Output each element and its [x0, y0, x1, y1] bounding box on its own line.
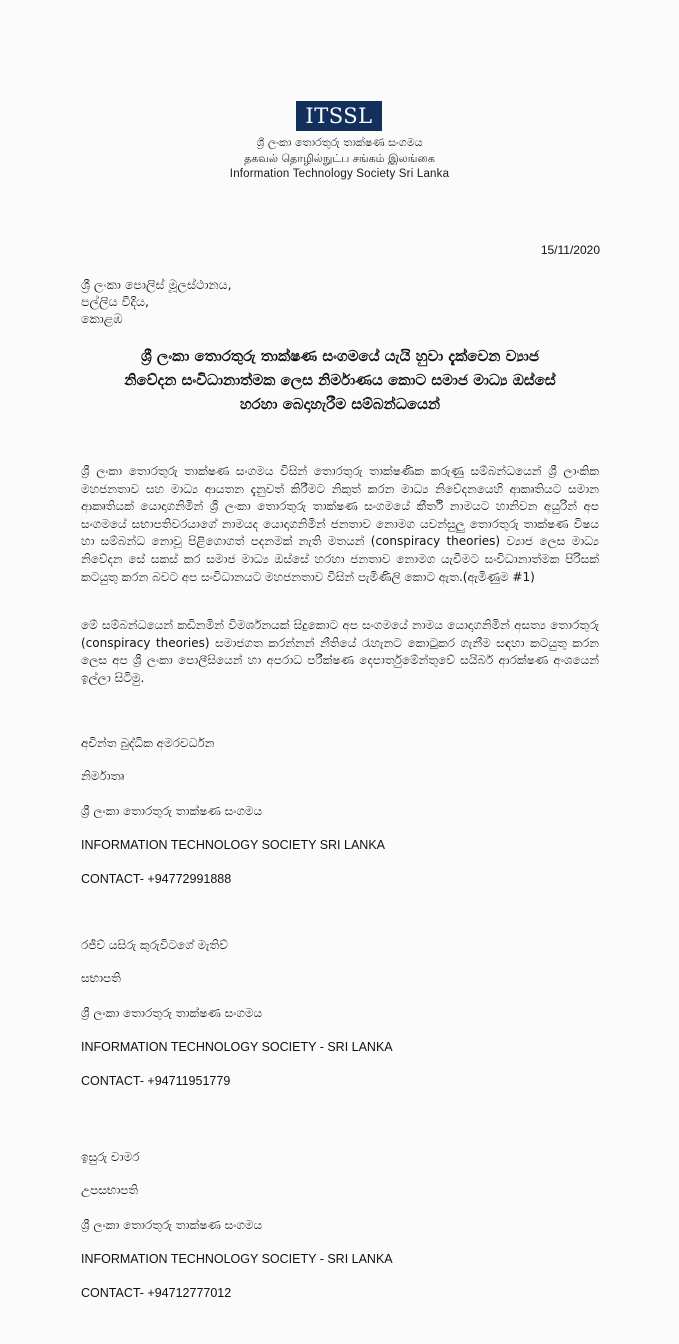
body-paragraph-2: මේ සම්බන්ධයෙන් කඩිනමින් විමර්ශනයක් සිදුකොට අප සංගමයේ නාමය යොදාගනිමින් අසත්‍ය තොරතුරු (conspiracy theories) සමාජගත කරන්නන් නීතියේ රැහැනට කොටුකර ගැනීම සඳහා කටයුතු කරන ලෙස අප ශ්‍රී ලංකා පොලීසියෙන් හා අපරාධ පරීක්ෂණ දෙපාර්තුමේන්තුවේ සයිබර් ආරක්ෂණ අංශයෙන් ඉල්ලා සිටිමු.	[81, 618, 599, 685]
signatory-title: උපසභාපති	[81, 1183, 139, 1197]
subject-line: නිවේදන සංවිධානාත්මක ලෙස නිර්මාණය කොට සමාජ මාධ්‍ය ඔස්සේ	[124, 371, 556, 389]
signatory-org-english: INFORMATION TECHNOLOGY SOCIETY SRI LANKA	[81, 838, 385, 852]
signatory-org-english: INFORMATION TECHNOLOGY SOCIETY - SRI LANKA	[81, 1040, 393, 1054]
signatory-name: අචින්ත බුද්ධික අමරවර්ධන	[81, 736, 215, 750]
signatory-contact: CONTACT- +94711951779	[81, 1074, 231, 1088]
org-name-english: Information Technology Society Sri Lanka	[229, 168, 450, 180]
address-line: පල්ලිය වීදිය,	[81, 294, 149, 309]
org-name-tamil: தகவல் தொழில்நுட்ப சங்கம் இலங்கை	[244, 152, 435, 165]
address-line: කොළඹ	[81, 311, 123, 326]
signatory-name: ඉසුරු චාමර	[81, 1150, 140, 1164]
signatory-title: සභාපති	[81, 971, 121, 985]
signatory-org-english: INFORMATION TECHNOLOGY SOCIETY - SRI LANKA	[81, 1252, 393, 1266]
signatory-name: රජීව් යසිරු කුරුවිටගේ මැතිව්	[81, 938, 228, 952]
signatory-title: නිර්මාතෘ	[81, 769, 125, 783]
recipient-address	[81, 276, 232, 327]
letter-subject	[70, 344, 610, 416]
body-paragraph-1: ශ්‍රී ලංකා තොරතුරු තාක්ෂණ සංගමය විසින් තොරතුරු තාක්ෂණික කරුණු සම්බන්ධයෙන් ශ්‍රී ලාංකික මහජනතාව සහ මාධ්‍ය ආයතන දැනුවත් කිරීමට නිකුත් කරන මාධ්‍ය නිවේදනයෙහි ආකෘතියට සමාන ආකෘතියක් යොදාගනිමින් ශ්‍රී ලංකා තොරතුරු තාක්ෂණ සංගමයේ කීර්ති නාමයට හානිවන අයුරින් අප සංගමයේ සභාපතිවරයාගේ නාමයද යොදාගනිමින් ජනතාව නොමග යවන්සුලු තොරතුරු තාක්ෂණ විෂය හා සම්බන්ධ නොවූ පිළිගොගත් පදනමක් නැති මතයන් (conspiracy theories) ව්‍යාජ ලෙස මාධ්‍ය නිවේදන සේ සකස් කර සමාජ මාධ්‍ය ඔස්සේ හරහා ජනතාව නොමග යැවීමට සංවිධානාත්මක පිරිසක් කටයුතු කරන බවට අප සංවිධානයට මහජනතාව විසින් පැමිණිලි කොට ඇත.(ඇමිණුම #1)	[81, 464, 599, 584]
org-name-sinhala: ශ්‍රී ලංකා තොරතුරු තාක්ෂණ සංගමය	[256, 136, 423, 149]
subject-line: හරහා බෙදාහැරීම සම්බන්ධයෙන්	[239, 395, 441, 413]
letter-date: 15/11/2020	[540, 243, 600, 257]
itssl-logo: ITSSL	[296, 101, 382, 131]
signatory-org-sinhala: ශ්‍රී ලංකා තොරතුරු තාක්ෂණ සංගමය	[81, 1218, 263, 1232]
subject-line: ශ්‍රී ලංකා තොරතුරු තාක්ෂණ සංගමයේ යැයි හුවා දැක්වෙන ව්‍යාජ	[140, 347, 539, 365]
signatory-contact: CONTACT- +94712777012	[81, 1286, 232, 1300]
address-line: ශ්‍රී ලංකා පොලිස් මූලස්ථානය,	[81, 277, 232, 292]
signatory-org-sinhala: ශ්‍රී ලංකා තොරතුරු තාක්ෂණ සංගමය	[81, 1006, 263, 1020]
signatory-contact: CONTACT- +94772991888	[81, 872, 232, 886]
signatory-org-sinhala: ශ්‍රී ලංකා තොරතුරු තාක්ෂණ සංගමය	[81, 804, 263, 818]
